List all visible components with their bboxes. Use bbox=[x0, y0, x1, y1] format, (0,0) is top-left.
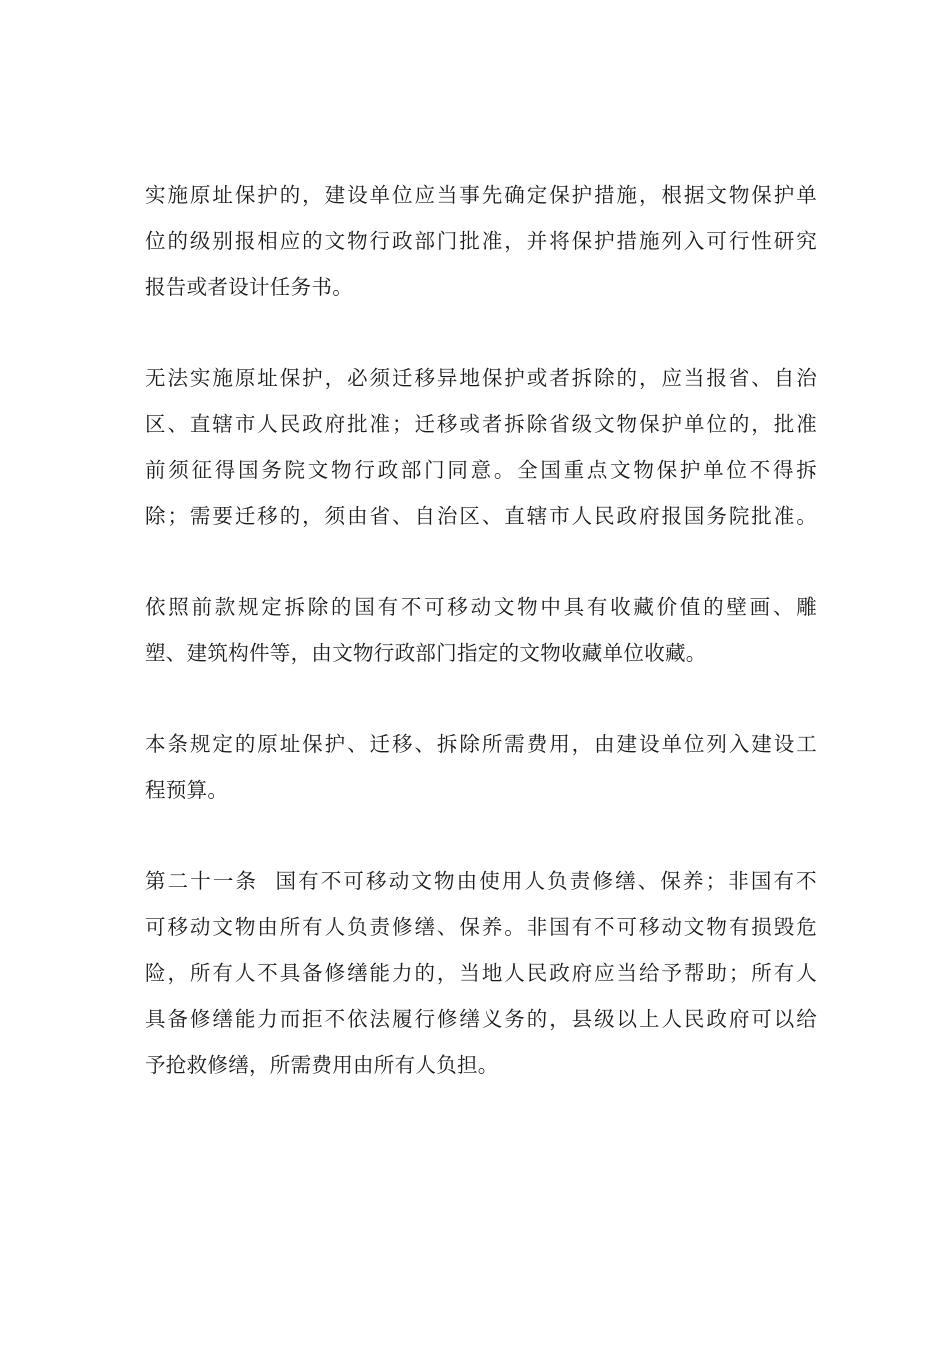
paragraph-1 bbox=[145, 172, 817, 310]
paragraph-line: 前须征得国务院文物行政部门同意。全国重点文物保护单位不得拆 bbox=[145, 458, 817, 482]
paragraph-2 bbox=[145, 355, 817, 539]
paragraph-line: 除；需要迁移的，须由省、自治区、直辖市人民政府报国务院批准。 bbox=[145, 504, 817, 528]
paragraph-line: 实施原址保护的，建设单位应当事先确定保护措施，根据文物保护单 bbox=[145, 183, 817, 207]
paragraph-3 bbox=[145, 584, 817, 676]
paragraph-line: 第二十一条 国有不可移动文物由使用人负责修缮、保养；非国有不 bbox=[145, 869, 817, 893]
paragraph-5-article-21 bbox=[145, 858, 817, 1088]
paragraph-line: 程预算。 bbox=[145, 778, 229, 802]
paragraph-line: 区、直辖市人民政府批准；迁移或者拆除省级文物保护单位的，批准 bbox=[145, 412, 817, 436]
paragraph-line: 无法实施原址保护，必须迁移异地保护或者拆除的，应当报省、自治 bbox=[145, 366, 817, 390]
document-body bbox=[145, 172, 817, 1133]
paragraph-line: 险，所有人不具备修缮能力的，当地人民政府应当给予帮助；所有人 bbox=[145, 961, 817, 985]
paragraph-line: 塑、建筑构件等，由文物行政部门指定的文物收藏单位收藏。 bbox=[145, 641, 707, 665]
paragraph-line: 依照前款规定拆除的国有不可移动文物中具有收藏价值的壁画、雕 bbox=[145, 595, 817, 619]
paragraph-line: 报告或者设计任务书。 bbox=[145, 275, 353, 299]
paragraph-line: 可移动文物由所有人负责修缮、保养。非国有不可移动文物有损毁危 bbox=[145, 915, 817, 939]
paragraph-line: 位的级别报相应的文物行政部门批准，并将保护措施列入可行性研究 bbox=[145, 229, 817, 253]
paragraph-4 bbox=[145, 721, 817, 813]
paragraph-line: 本条规定的原址保护、迁移、拆除所需费用，由建设单位列入建设工 bbox=[145, 732, 817, 756]
paragraph-line: 予抢救修缮，所需费用由所有人负担。 bbox=[145, 1053, 499, 1077]
paragraph-line: 具备修缮能力而拒不依法履行修缮义务的，县级以上人民政府可以给 bbox=[145, 1007, 817, 1031]
